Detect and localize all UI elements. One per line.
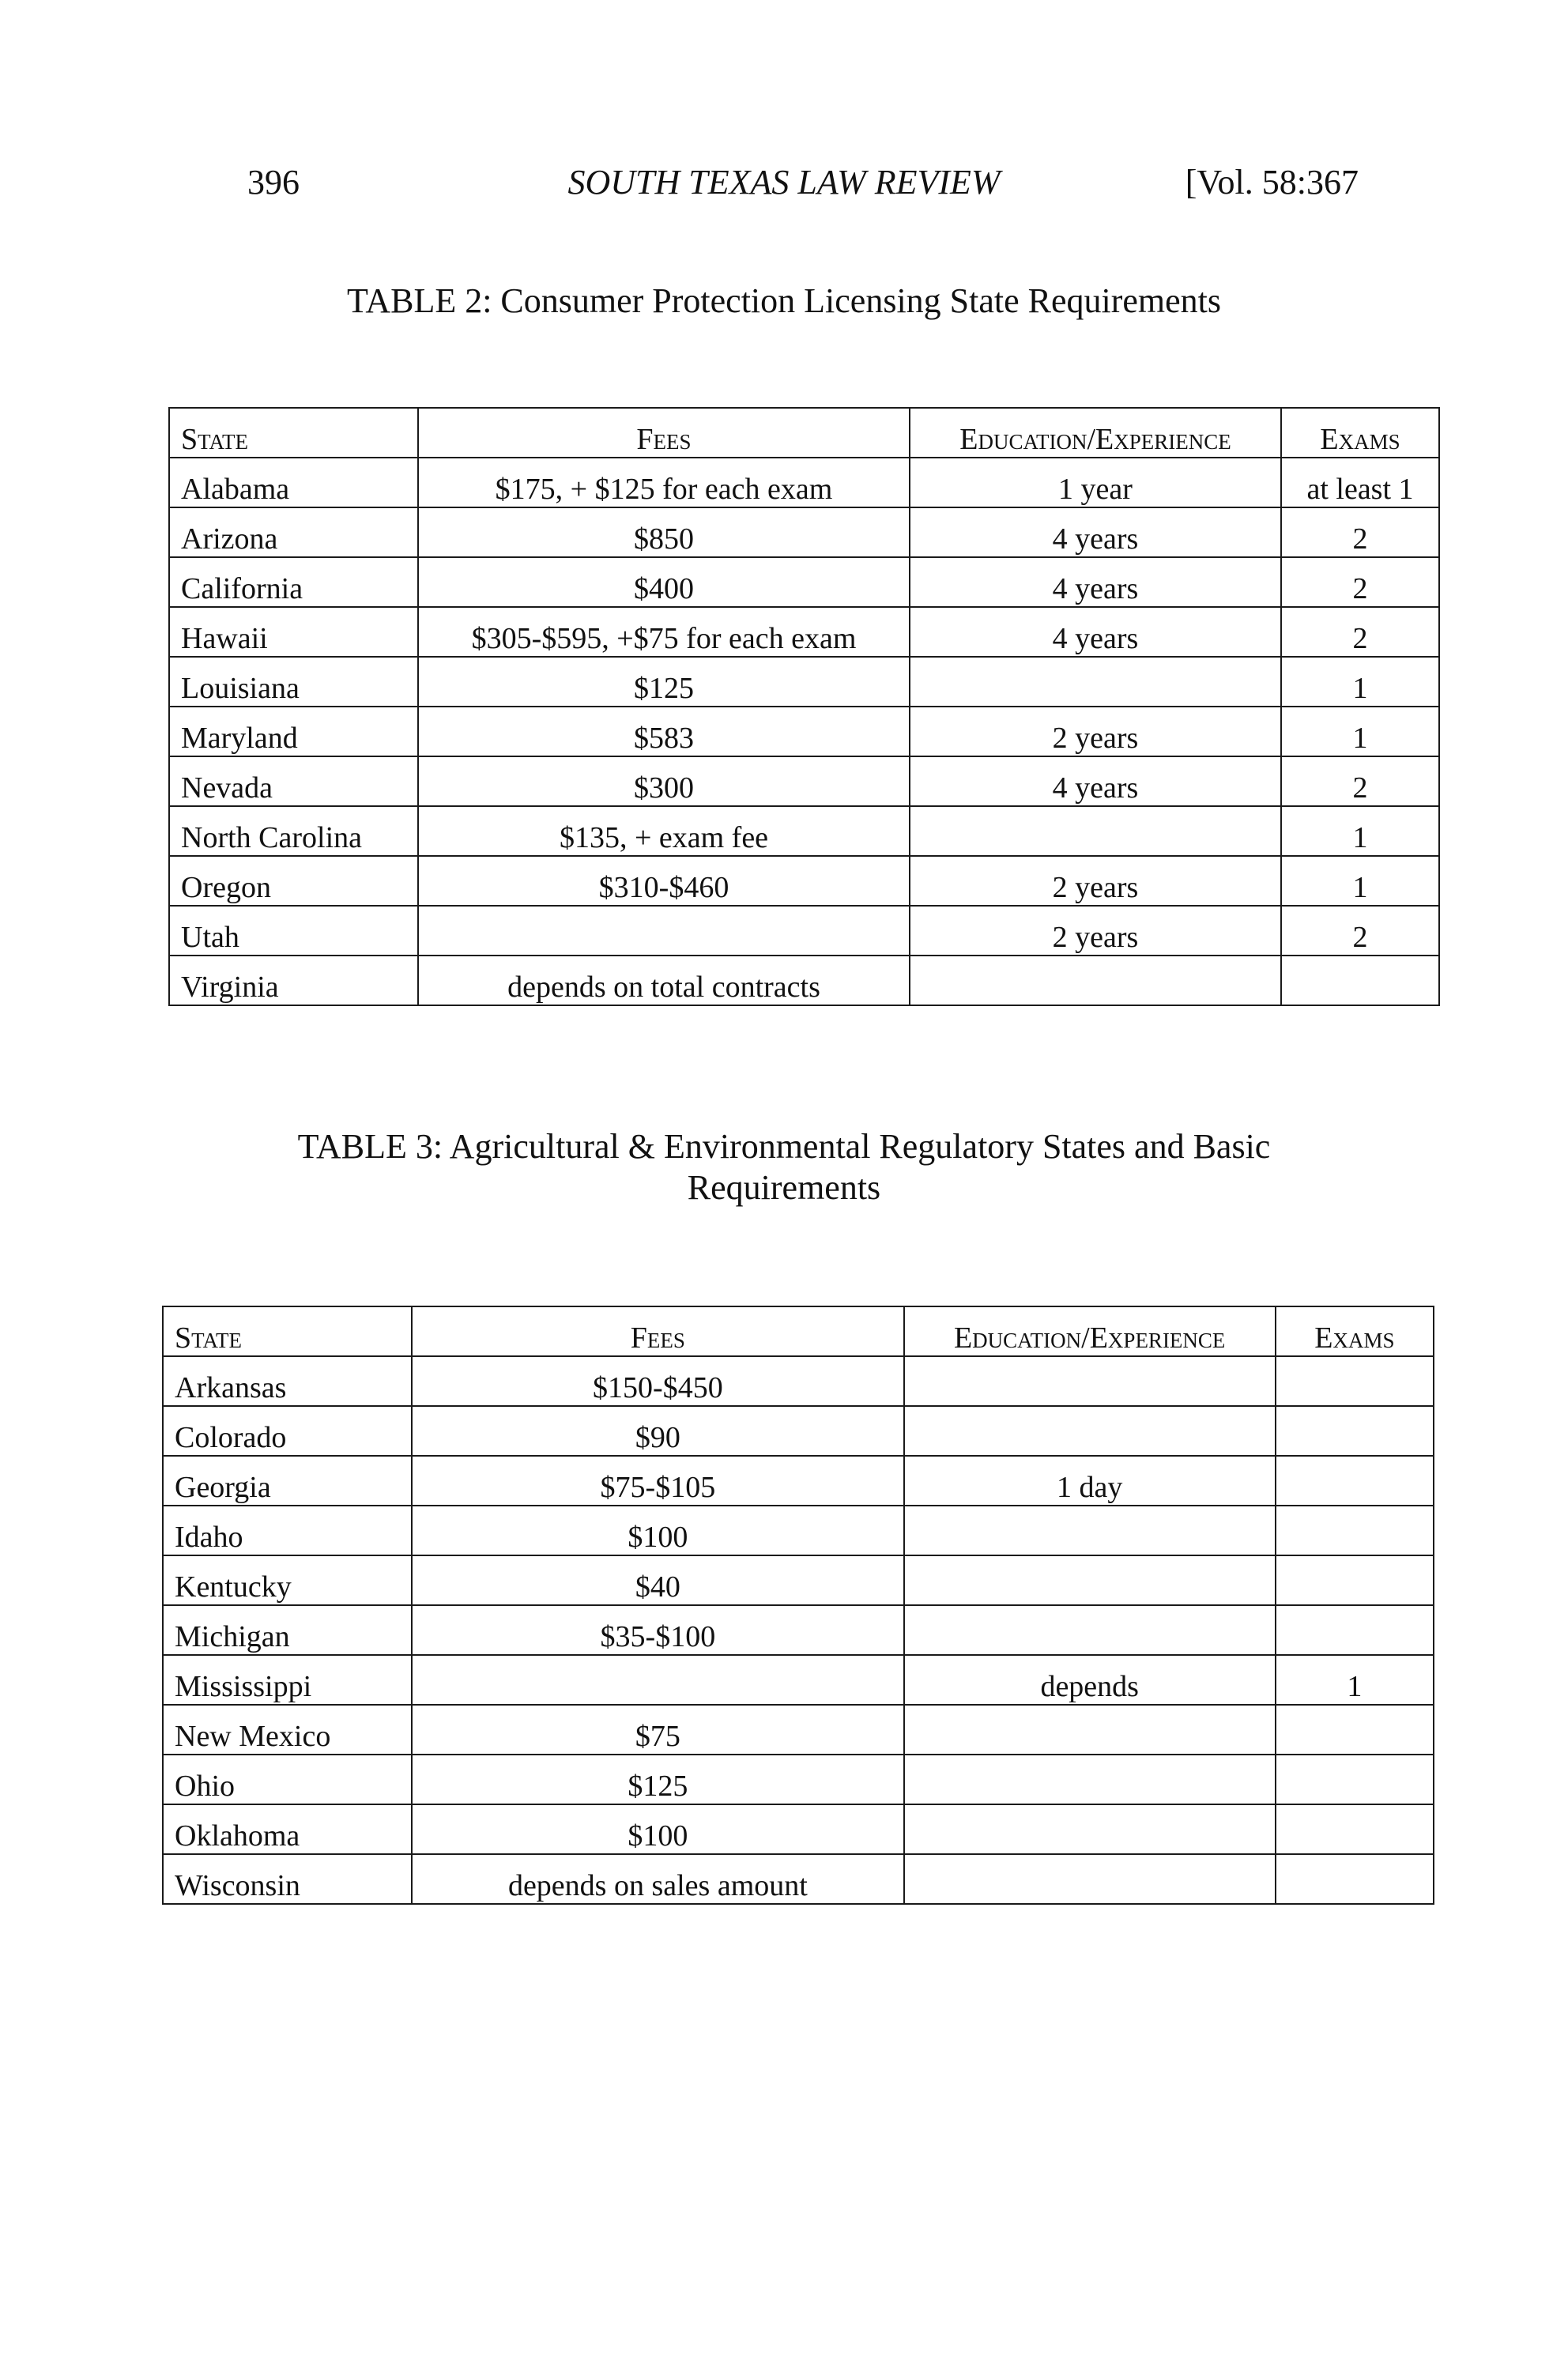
- education-cell: [904, 1755, 1276, 1804]
- exams-cell: [1276, 1605, 1434, 1655]
- education-cell: [910, 806, 1281, 856]
- table-row: [169, 557, 1439, 607]
- table-row: [163, 1755, 1434, 1804]
- table-3-caption-line-2: Requirements: [687, 1168, 881, 1207]
- exams-cell: 2: [1281, 756, 1439, 806]
- fees-cell: $300: [418, 756, 910, 806]
- fees-cell: $100: [412, 1506, 903, 1555]
- fees-cell: $135, + exam fee: [418, 806, 910, 856]
- education-cell: 4 years: [910, 557, 1281, 607]
- state-cell: Virginia: [169, 956, 418, 1005]
- education-cell: 4 years: [910, 756, 1281, 806]
- column-header-fees: Fees: [412, 1306, 903, 1356]
- state-cell: Maryland: [169, 707, 418, 756]
- education-cell: [910, 657, 1281, 707]
- exams-cell: 1: [1281, 657, 1439, 707]
- table-row: [163, 1655, 1434, 1705]
- state-cell: Mississippi: [163, 1655, 412, 1705]
- table-2-caption-text: TABLE 2: Consumer Protection Licensing State Requirements: [346, 281, 1222, 320]
- state-cell: Utah: [169, 906, 418, 956]
- fees-cell: $75-$105: [412, 1456, 903, 1506]
- exams-cell: [1276, 1804, 1434, 1854]
- education-cell: depends: [904, 1655, 1276, 1705]
- column-header-education: Education/Experience: [904, 1306, 1276, 1356]
- column-header-education: Education/Experience: [910, 408, 1281, 458]
- fees-cell: $310-$460: [418, 856, 910, 906]
- page-number: 396: [247, 163, 300, 202]
- table-row: [163, 1555, 1434, 1605]
- education-cell: 4 years: [910, 507, 1281, 557]
- table-row: [169, 607, 1439, 657]
- exams-cell: [1276, 1406, 1434, 1456]
- fees-cell: $125: [412, 1755, 903, 1804]
- column-header-exams: Exams: [1276, 1306, 1434, 1356]
- table-row: [169, 707, 1439, 756]
- exams-cell: 1: [1281, 856, 1439, 906]
- column-header-fees: Fees: [418, 408, 910, 458]
- exams-cell: [1276, 1755, 1434, 1804]
- state-cell: Louisiana: [169, 657, 418, 707]
- table-row: [163, 1506, 1434, 1555]
- fees-cell: [418, 906, 910, 956]
- table-2-caption: [0, 281, 1568, 322]
- table-header-row: [163, 1306, 1434, 1356]
- exams-cell: [1276, 1854, 1434, 1904]
- table-row: [169, 906, 1439, 956]
- state-cell: California: [169, 557, 418, 607]
- fees-cell: $35-$100: [412, 1605, 903, 1655]
- volume-reference: [Vol. 58:367: [1185, 163, 1359, 202]
- exams-cell: [1276, 1705, 1434, 1755]
- state-cell: New Mexico: [163, 1705, 412, 1755]
- table-row: [169, 657, 1439, 707]
- fees-cell: $850: [418, 507, 910, 557]
- table-row: [163, 1804, 1434, 1854]
- table-row: [169, 756, 1439, 806]
- fees-cell: depends on sales amount: [412, 1854, 903, 1904]
- column-header-state: State: [169, 408, 418, 458]
- state-cell: Kentucky: [163, 1555, 412, 1605]
- education-cell: [904, 1854, 1276, 1904]
- state-cell: Colorado: [163, 1406, 412, 1456]
- education-cell: 2 years: [910, 707, 1281, 756]
- exams-cell: 1: [1276, 1655, 1434, 1705]
- fees-cell: [412, 1655, 903, 1705]
- table-row: [163, 1456, 1434, 1506]
- exams-cell: 2: [1281, 557, 1439, 607]
- exams-cell: [1276, 1456, 1434, 1506]
- state-cell: Oregon: [169, 856, 418, 906]
- journal-title: SOUTH TEXAS LAW REVIEW: [567, 163, 1001, 202]
- table-row: [169, 507, 1439, 557]
- table-row: [163, 1605, 1434, 1655]
- fees-cell: $400: [418, 557, 910, 607]
- table-row: [169, 856, 1439, 906]
- table-header-row: [169, 408, 1439, 458]
- fees-cell: $40: [412, 1555, 903, 1605]
- education-cell: 4 years: [910, 607, 1281, 657]
- exams-cell: 2: [1281, 507, 1439, 557]
- state-cell: Arkansas: [163, 1356, 412, 1406]
- education-cell: 2 years: [910, 856, 1281, 906]
- state-cell: Hawaii: [169, 607, 418, 657]
- state-cell: Michigan: [163, 1605, 412, 1655]
- exams-cell: [1276, 1356, 1434, 1406]
- fees-cell: $100: [412, 1804, 903, 1854]
- fees-cell: depends on total contracts: [418, 956, 910, 1005]
- exams-cell: 1: [1281, 707, 1439, 756]
- education-cell: [904, 1804, 1276, 1854]
- education-cell: [904, 1506, 1276, 1555]
- state-cell: Georgia: [163, 1456, 412, 1506]
- state-cell: Wisconsin: [163, 1854, 412, 1904]
- education-cell: [904, 1356, 1276, 1406]
- column-header-exams: Exams: [1281, 408, 1439, 458]
- fees-cell: $150-$450: [412, 1356, 903, 1406]
- exams-cell: [1276, 1506, 1434, 1555]
- fees-cell: $175, + $125 for each exam: [418, 458, 910, 507]
- state-cell: Arizona: [169, 507, 418, 557]
- education-cell: [904, 1605, 1276, 1655]
- column-header-state: State: [163, 1306, 412, 1356]
- education-cell: [904, 1406, 1276, 1456]
- education-cell: [904, 1705, 1276, 1755]
- state-cell: Nevada: [169, 756, 418, 806]
- state-cell: Oklahoma: [163, 1804, 412, 1854]
- table-3-caption: [0, 1126, 1568, 1208]
- exams-cell: 2: [1281, 906, 1439, 956]
- table-row: [163, 1356, 1434, 1406]
- state-cell: Alabama: [169, 458, 418, 507]
- fees-cell: $90: [412, 1406, 903, 1456]
- consumer-protection-table: [168, 407, 1440, 1006]
- running-header: [0, 162, 1568, 209]
- fees-cell: $305-$595, +$75 for each exam: [418, 607, 910, 657]
- education-cell: [904, 1555, 1276, 1605]
- education-cell: 1 year: [910, 458, 1281, 507]
- state-cell: Ohio: [163, 1755, 412, 1804]
- fees-cell: $583: [418, 707, 910, 756]
- table-row: [169, 458, 1439, 507]
- education-cell: 1 day: [904, 1456, 1276, 1506]
- exams-cell: 1: [1281, 806, 1439, 856]
- table-3-caption-line-1: TABLE 3: Agricultural & Environmental Regulatory States and Basic: [297, 1127, 1271, 1166]
- table-row: [163, 1854, 1434, 1904]
- education-cell: [910, 956, 1281, 1005]
- state-cell: North Carolina: [169, 806, 418, 856]
- table-row: [163, 1406, 1434, 1456]
- exams-cell: 2: [1281, 607, 1439, 657]
- fees-cell: $125: [418, 657, 910, 707]
- exams-cell: [1281, 956, 1439, 1005]
- fees-cell: $75: [412, 1705, 903, 1755]
- table-row: [163, 1705, 1434, 1755]
- exams-cell: [1276, 1555, 1434, 1605]
- table-row: [169, 956, 1439, 1005]
- education-cell: 2 years: [910, 906, 1281, 956]
- table-row: [169, 806, 1439, 856]
- state-cell: Idaho: [163, 1506, 412, 1555]
- agricultural-environmental-table: [162, 1306, 1434, 1905]
- exams-cell: at least 1: [1281, 458, 1439, 507]
